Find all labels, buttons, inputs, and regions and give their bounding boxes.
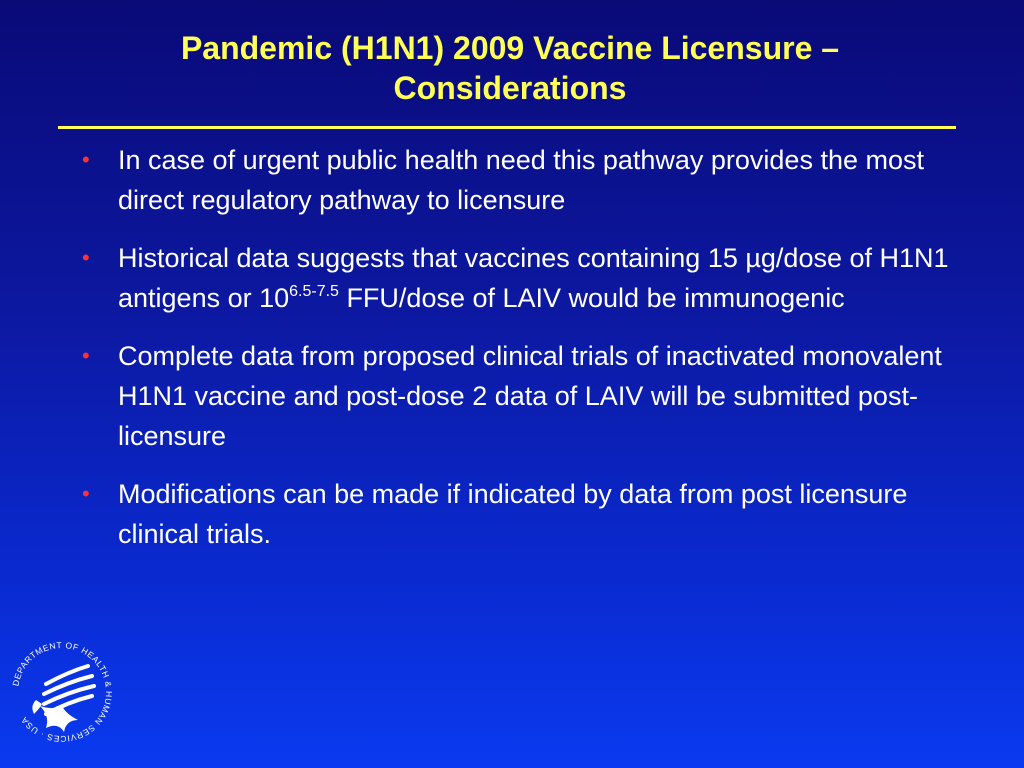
bullet-list xyxy=(82,140,962,572)
bullet-text: In case of urgent public health need this pathway provides the most direct regulatory pathway to licensure xyxy=(118,145,924,215)
hhs-seal-graphic xyxy=(6,636,118,748)
title-line-1: Pandemic (H1N1) 2009 Vaccine Licensure – xyxy=(180,30,840,66)
bullet-dot: • xyxy=(82,343,90,368)
bullet-item-1 xyxy=(82,140,962,220)
bullet-text: Complete data from proposed clinical trials of inactivated monovalent H1N1 vaccine and post-dose 2 data of LAIV will be submitted post-licensure xyxy=(118,341,942,451)
bullet-dot: • xyxy=(82,147,90,172)
slide-title xyxy=(60,28,960,108)
seal-ring-text: DEPARTMENT OF HEALTH & HUMAN SERVICES · USA xyxy=(10,639,115,745)
bullet-item-2 xyxy=(82,238,962,318)
hhs-seal-icon xyxy=(6,636,118,748)
bullet-text: Modifications can be made if indicated by data from post licensure clinical trials. xyxy=(118,479,908,549)
bullet-dot: • xyxy=(82,245,90,270)
bullet-item-4 xyxy=(82,474,962,554)
bullet-superscript: 6.5-7.5 xyxy=(289,283,339,300)
bullet-text-after: FFU/dose of LAIV would be immunogenic xyxy=(338,283,845,313)
title-underline xyxy=(58,126,956,129)
title-line-2: Considerations xyxy=(393,70,627,106)
bullet-text-before: Historical data suggests that vaccines containing 15 µg/dose of H1N1 antigens or 10 xyxy=(118,243,949,313)
bullet-item-3 xyxy=(82,336,962,456)
bullet-dot: • xyxy=(82,481,90,506)
